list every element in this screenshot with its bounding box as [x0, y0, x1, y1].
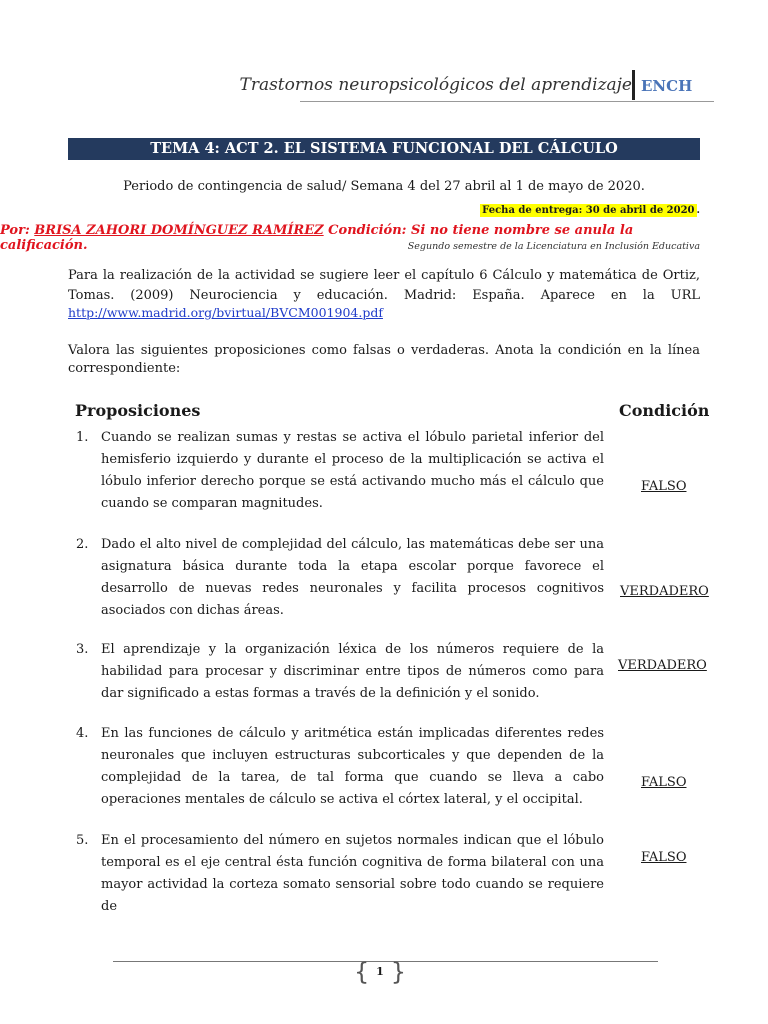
intro-line-1: Para la realización de la actividad se sugiere leer el capítulo 6 Cálculo y matemática de Ortiz, [68, 268, 700, 283]
author-prefix: Por: [0, 223, 35, 238]
item-number: 1. [76, 430, 89, 445]
delivery-suffix: . [696, 205, 700, 216]
item-text: Cuando se realizan sumas y restas se activa el lóbulo parietal inferior del hemisferio izquierdo y durante el proceso de la multiplicación se activa el lóbulo inferior derecho porque se está activando mucho más el cálculo que cuando se comparan magnitudes. [101, 430, 604, 511]
reference-url-link[interactable]: http://www.madrid.org/bvirtual/BVCM001904.pdf [68, 305, 383, 320]
delivery-highlight [480, 204, 696, 217]
item-number: 3. [76, 642, 89, 657]
header-brand: ENCH [641, 77, 693, 95]
item-text: El aprendizaje y la organización léxica de los números requiere de la habilidad para procesar y discriminar entre tipos de números como para dar significado a estas formas a través de la definición y el sonido. [101, 642, 604, 701]
condition-answer-5: FALSO [641, 850, 687, 865]
proposition-item-2 [76, 534, 604, 622]
item-text: En el procesamiento del número en sujetos normales indican que el lóbulo temporal es el eje central ésta función cognitiva de forma bilateral con una mayor actividad la corteza somato sensorial sobre todo cuando se requiere de [101, 833, 604, 914]
header-title: Trastornos neuropsicológicos del aprendizaje [239, 75, 632, 95]
condition-answer-4: FALSO [641, 775, 687, 790]
author-name: BRISA ZAHORI DOMÍNGUEZ RAMÍREZ [34, 223, 324, 238]
right-bracket-icon: } [390, 958, 406, 986]
instructions-paragraph: Valora las siguientes proposiciones como falsas o verdaderas. Anota la condición en la línea correspondiente: [68, 343, 700, 376]
delivery-label: Fecha de entrega: [482, 205, 586, 216]
item-number: 5. [76, 833, 89, 848]
item-text: Dado el alto nivel de complejidad del cálculo, las matemáticas debe ser una asignatura básica durante toda la etapa escolar porque favorece el desarrollo de nuevas redes neuronales y facilita procesos cognitivos asociados con dichas áreas. [101, 537, 604, 618]
period-subtitle: Periodo de contingencia de salud/ Semana 4 del 27 abril al 1 de mayo de 2020. [123, 179, 645, 194]
intro-line-2: Tomas. (2009) Neurociencia y educación. Madrid: España. Aparece en la URL [68, 288, 700, 303]
condition-answer-1: FALSO [641, 479, 687, 494]
delivery-date [480, 205, 700, 216]
proposition-item-1 [76, 427, 604, 515]
item-number: 2. [76, 537, 89, 552]
author-condition: Condición: Si no tiene nombre se anula la calificación. [0, 223, 634, 253]
topic-title-bar: TEMA 4: ACT 2. EL SISTEMA FUNCIONAL DEL CÁLCULO [68, 138, 700, 160]
proposition-item-3 [76, 639, 604, 705]
propositions-heading: Proposiciones [75, 401, 201, 420]
page-number: 1 [376, 965, 384, 978]
proposition-item-5 [76, 830, 604, 918]
item-text: En las funciones de cálculo y aritmética están implicadas diferentes redes neuronales que incluyen estructuras subcorticales y que dependen de la complejidad de la tarea, de tal forma que cuando se lleva a cabo operaciones mentales de cálculo se activa el córtex lateral, y el occipital. [101, 726, 604, 807]
header-rule [300, 101, 714, 102]
condition-heading: Condición [619, 401, 710, 420]
proposition-item-4 [76, 723, 604, 811]
condition-answer-2: VERDADERO [620, 584, 709, 599]
semester-note: Segundo semestre de la Licenciatura en Inclusión Educativa [407, 241, 700, 252]
header-separator [632, 70, 635, 100]
intro-paragraph [68, 266, 700, 306]
left-bracket-icon: { [354, 958, 370, 986]
condition-answer-3: VERDADERO [618, 658, 707, 673]
page-number-box [354, 960, 406, 986]
delivery-date-value: 30 de abril de 2020 [585, 205, 695, 216]
item-number: 4. [76, 726, 89, 741]
